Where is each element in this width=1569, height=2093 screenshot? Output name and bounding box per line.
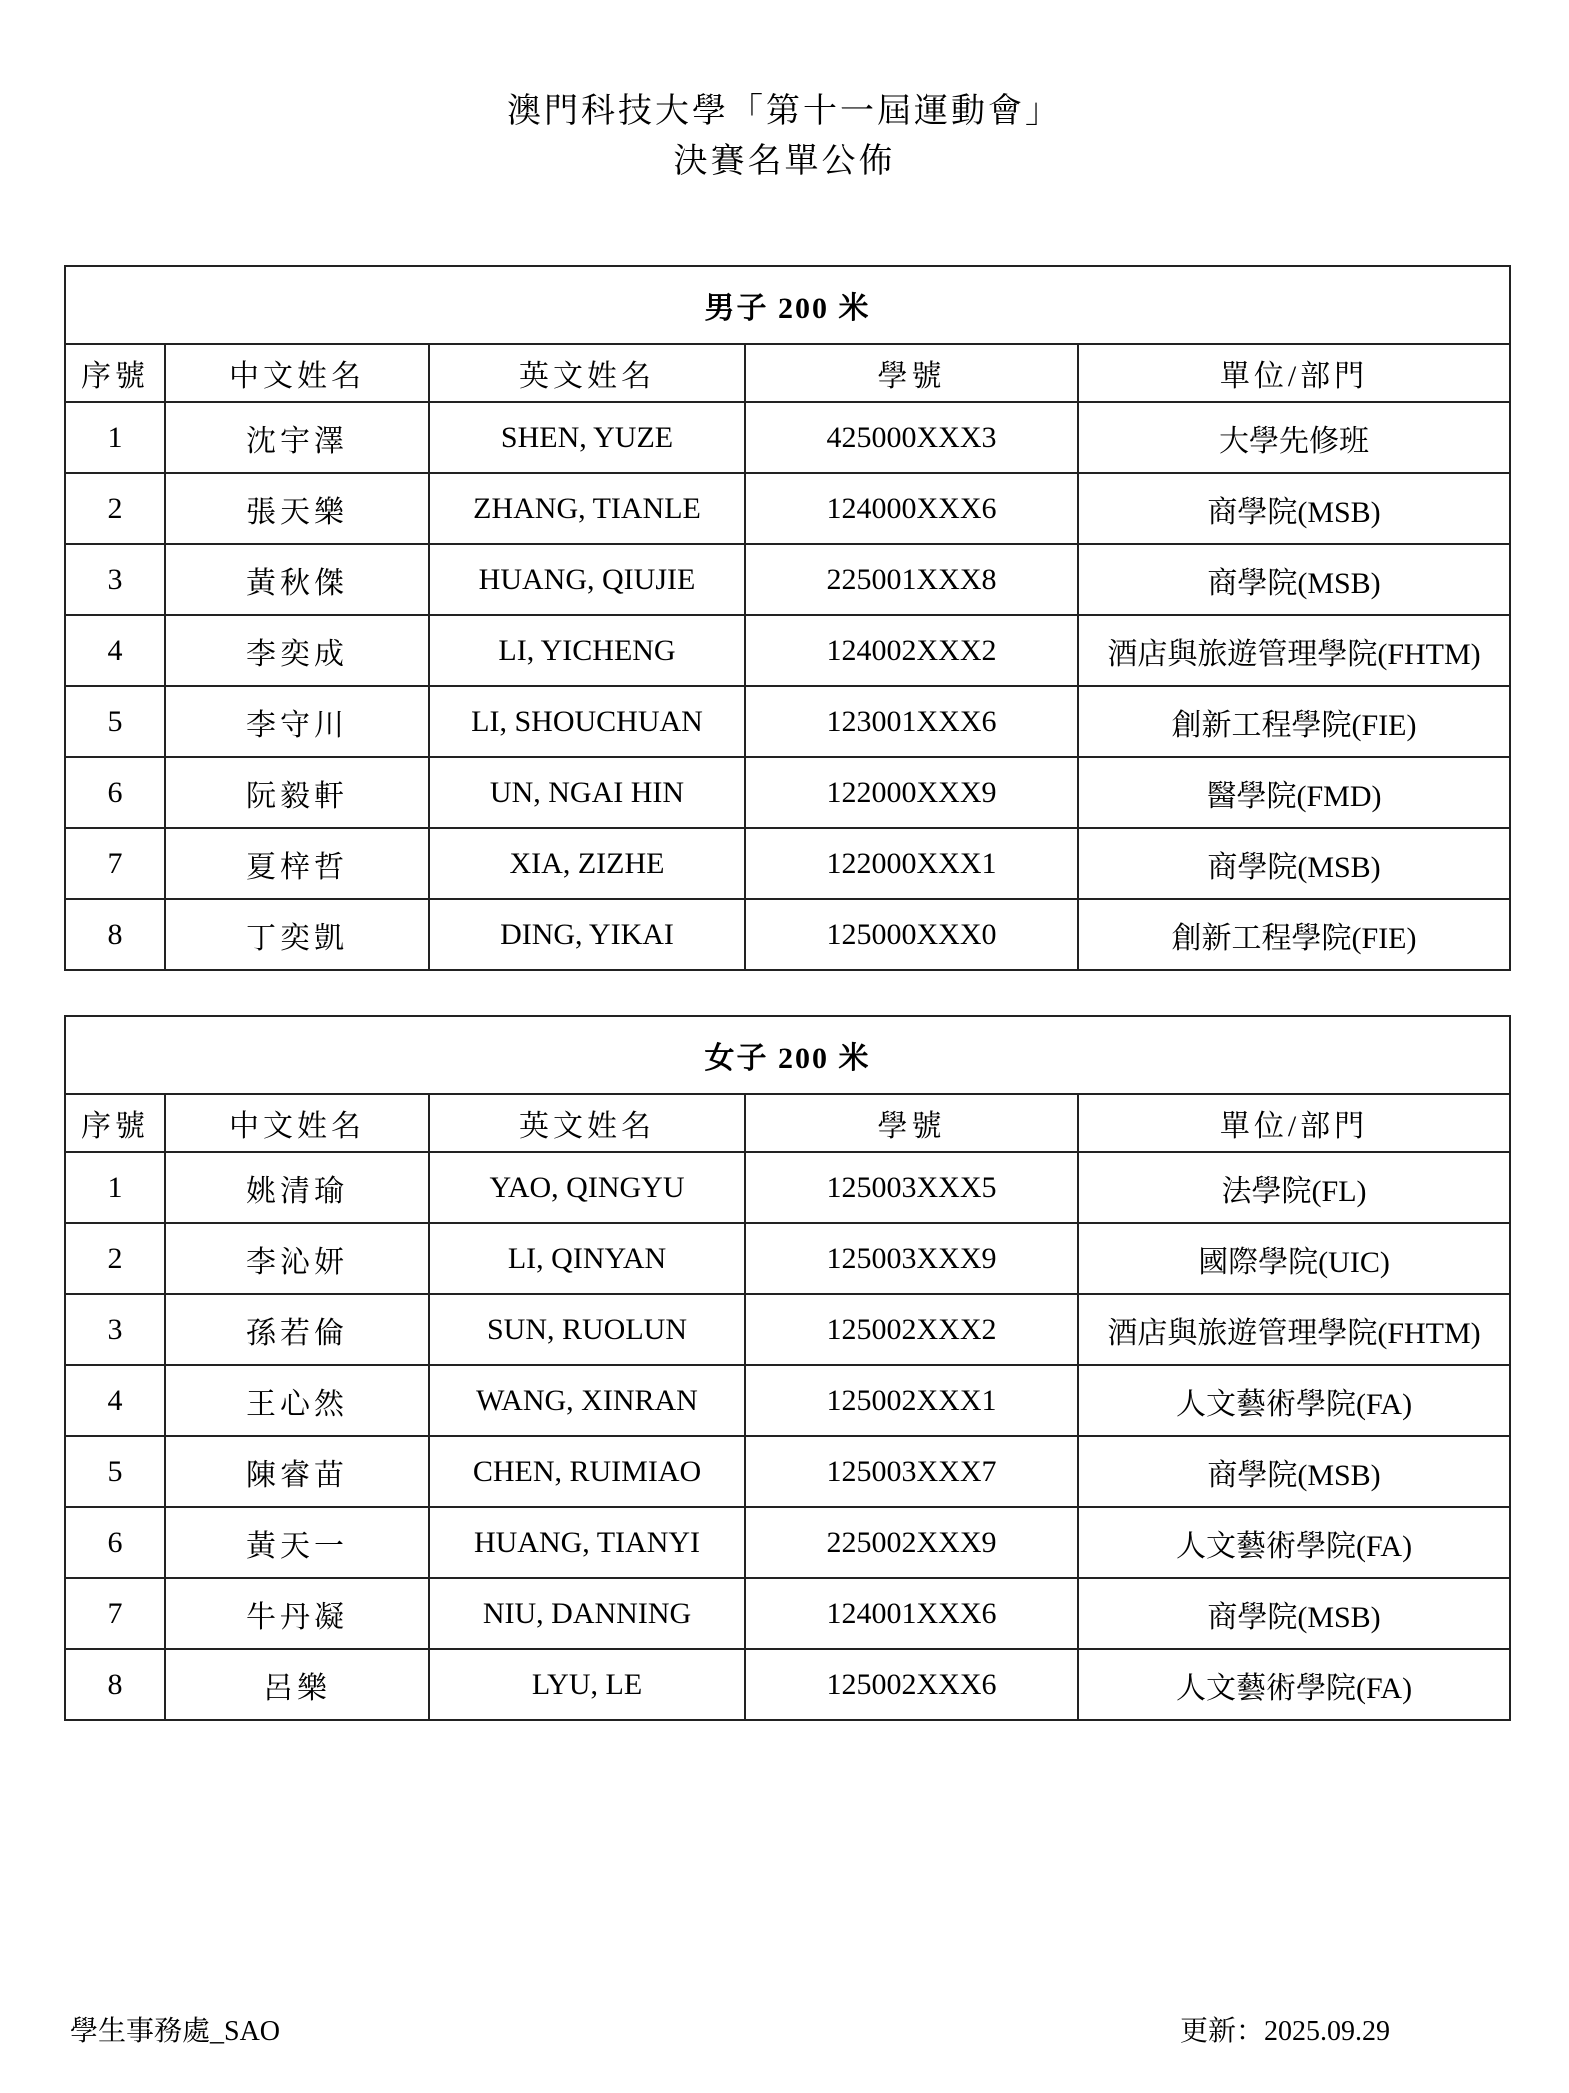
table-row bbox=[65, 757, 1510, 828]
cell-student-id: 125003XXX7 bbox=[745, 1436, 1078, 1507]
cell-number: 1 bbox=[65, 402, 165, 473]
cell-student-id: 125002XXX1 bbox=[745, 1365, 1078, 1436]
cell-student-id: 125002XXX2 bbox=[745, 1294, 1078, 1365]
table-row bbox=[65, 686, 1510, 757]
column-header-chinese-name: 中文姓名 bbox=[165, 344, 429, 402]
cell-chinese-name: 陳睿苗 bbox=[165, 1436, 429, 1507]
cell-unit: 人文藝術學院(FA) bbox=[1078, 1649, 1510, 1720]
table-row bbox=[65, 615, 1510, 686]
cell-unit: 商學院(MSB) bbox=[1078, 1578, 1510, 1649]
column-header-number: 序號 bbox=[65, 344, 165, 402]
cell-number: 3 bbox=[65, 1294, 165, 1365]
table-row bbox=[65, 402, 1510, 473]
footer-updated-date: 更新：2025.09.29 bbox=[1180, 2016, 1391, 2047]
cell-student-id: 125002XXX6 bbox=[745, 1649, 1078, 1720]
cell-unit: 商學院(MSB) bbox=[1078, 1436, 1510, 1507]
cell-unit: 國際學院(UIC) bbox=[1078, 1223, 1510, 1294]
cell-unit: 醫學院(FMD) bbox=[1078, 757, 1510, 828]
column-header-english-name: 英文姓名 bbox=[429, 1094, 745, 1152]
table-row bbox=[65, 1152, 1510, 1223]
cell-unit: 酒店與旅遊管理學院(FHTM) bbox=[1078, 1294, 1510, 1365]
cell-english-name: NIU, DANNING bbox=[429, 1578, 745, 1649]
cell-unit: 創新工程學院(FIE) bbox=[1078, 686, 1510, 757]
footer-office: 學生事務處_SAO bbox=[70, 2016, 281, 2047]
cell-chinese-name: 呂樂 bbox=[165, 1649, 429, 1720]
cell-chinese-name: 牛丹凝 bbox=[165, 1578, 429, 1649]
table-header-row bbox=[65, 1094, 1510, 1152]
column-header-chinese-name: 中文姓名 bbox=[165, 1094, 429, 1152]
cell-number: 4 bbox=[65, 1365, 165, 1436]
women-200m-table bbox=[64, 1015, 1511, 1721]
column-header-english-name: 英文姓名 bbox=[429, 344, 745, 402]
cell-english-name: LI, QINYAN bbox=[429, 1223, 745, 1294]
cell-number: 4 bbox=[65, 615, 165, 686]
cell-english-name: WANG, XINRAN bbox=[429, 1365, 745, 1436]
cell-number: 7 bbox=[65, 828, 165, 899]
table-header-row bbox=[65, 344, 1510, 402]
cell-chinese-name: 李守川 bbox=[165, 686, 429, 757]
cell-chinese-name: 王心然 bbox=[165, 1365, 429, 1436]
cell-number: 8 bbox=[65, 899, 165, 970]
column-header-student-id: 學號 bbox=[745, 344, 1078, 402]
cell-english-name: HUANG, QIUJIE bbox=[429, 544, 745, 615]
cell-chinese-name: 沈宇澤 bbox=[165, 402, 429, 473]
cell-english-name: UN, NGAI HIN bbox=[429, 757, 745, 828]
cell-chinese-name: 黃天一 bbox=[165, 1507, 429, 1578]
men-200m-table bbox=[64, 265, 1511, 971]
cell-english-name: YAO, QINGYU bbox=[429, 1152, 745, 1223]
cell-unit: 商學院(MSB) bbox=[1078, 544, 1510, 615]
cell-number: 2 bbox=[65, 473, 165, 544]
cell-unit: 人文藝術學院(FA) bbox=[1078, 1365, 1510, 1436]
table-row bbox=[65, 828, 1510, 899]
page-title: 澳門科技大學「第十一屆運動會」 bbox=[507, 93, 1062, 130]
cell-unit: 大學先修班 bbox=[1078, 402, 1510, 473]
cell-unit: 酒店與旅遊管理學院(FHTM) bbox=[1078, 615, 1510, 686]
cell-chinese-name: 丁奕凱 bbox=[165, 899, 429, 970]
cell-english-name: DING, YIKAI bbox=[429, 899, 745, 970]
cell-chinese-name: 張天樂 bbox=[165, 473, 429, 544]
cell-english-name: SUN, RUOLUN bbox=[429, 1294, 745, 1365]
cell-student-id: 225002XXX9 bbox=[745, 1507, 1078, 1578]
cell-number: 5 bbox=[65, 1436, 165, 1507]
cell-student-id: 425000XXX3 bbox=[745, 402, 1078, 473]
cell-chinese-name: 姚清瑜 bbox=[165, 1152, 429, 1223]
cell-chinese-name: 孫若倫 bbox=[165, 1294, 429, 1365]
cell-english-name: LI, YICHENG bbox=[429, 615, 745, 686]
cell-english-name: LI, SHOUCHUAN bbox=[429, 686, 745, 757]
cell-unit: 創新工程學院(FIE) bbox=[1078, 899, 1510, 970]
cell-student-id: 123001XXX6 bbox=[745, 686, 1078, 757]
table-caption: 男子 200 米 bbox=[65, 266, 1510, 344]
cell-english-name: HUANG, TIANYI bbox=[429, 1507, 745, 1578]
cell-chinese-name: 夏梓哲 bbox=[165, 828, 429, 899]
table-row bbox=[65, 899, 1510, 970]
cell-student-id: 125000XXX0 bbox=[745, 899, 1078, 970]
cell-student-id: 124000XXX6 bbox=[745, 473, 1078, 544]
cell-number: 1 bbox=[65, 1152, 165, 1223]
cell-number: 8 bbox=[65, 1649, 165, 1720]
cell-chinese-name: 李奕成 bbox=[165, 615, 429, 686]
cell-student-id: 122000XXX9 bbox=[745, 757, 1078, 828]
table-row bbox=[65, 1365, 1510, 1436]
column-header-number: 序號 bbox=[65, 1094, 165, 1152]
cell-number: 3 bbox=[65, 544, 165, 615]
cell-chinese-name: 李沁妍 bbox=[165, 1223, 429, 1294]
table-row bbox=[65, 544, 1510, 615]
cell-number: 2 bbox=[65, 1223, 165, 1294]
cell-student-id: 225001XXX8 bbox=[745, 544, 1078, 615]
cell-english-name: ZHANG, TIANLE bbox=[429, 473, 745, 544]
column-header-unit: 單位/部門 bbox=[1078, 1094, 1510, 1152]
cell-chinese-name: 黃秋傑 bbox=[165, 544, 429, 615]
cell-english-name: XIA, ZIZHE bbox=[429, 828, 745, 899]
table-row bbox=[65, 1507, 1510, 1578]
cell-unit: 人文藝術學院(FA) bbox=[1078, 1507, 1510, 1578]
cell-english-name: LYU, LE bbox=[429, 1649, 745, 1720]
cell-number: 7 bbox=[65, 1578, 165, 1649]
cell-student-id: 124001XXX6 bbox=[745, 1578, 1078, 1649]
table-row bbox=[65, 1223, 1510, 1294]
cell-student-id: 122000XXX1 bbox=[745, 828, 1078, 899]
table-row bbox=[65, 1436, 1510, 1507]
table-row bbox=[65, 473, 1510, 544]
table-row bbox=[65, 1649, 1510, 1720]
cell-number: 6 bbox=[65, 1507, 165, 1578]
cell-unit: 商學院(MSB) bbox=[1078, 473, 1510, 544]
cell-chinese-name: 阮毅軒 bbox=[165, 757, 429, 828]
table-caption: 女子 200 米 bbox=[65, 1016, 1510, 1094]
table-row bbox=[65, 1294, 1510, 1365]
column-header-student-id: 學號 bbox=[745, 1094, 1078, 1152]
table-row bbox=[65, 1578, 1510, 1649]
cell-english-name: SHEN, YUZE bbox=[429, 402, 745, 473]
cell-english-name: CHEN, RUIMIAO bbox=[429, 1436, 745, 1507]
cell-unit: 法學院(FL) bbox=[1078, 1152, 1510, 1223]
column-header-unit: 單位/部門 bbox=[1078, 344, 1510, 402]
cell-student-id: 125003XXX5 bbox=[745, 1152, 1078, 1223]
cell-number: 6 bbox=[65, 757, 165, 828]
cell-unit: 商學院(MSB) bbox=[1078, 828, 1510, 899]
cell-student-id: 124002XXX2 bbox=[745, 615, 1078, 686]
cell-student-id: 125003XXX9 bbox=[745, 1223, 1078, 1294]
cell-number: 5 bbox=[65, 686, 165, 757]
page-subtitle: 決賽名單公佈 bbox=[673, 143, 896, 180]
